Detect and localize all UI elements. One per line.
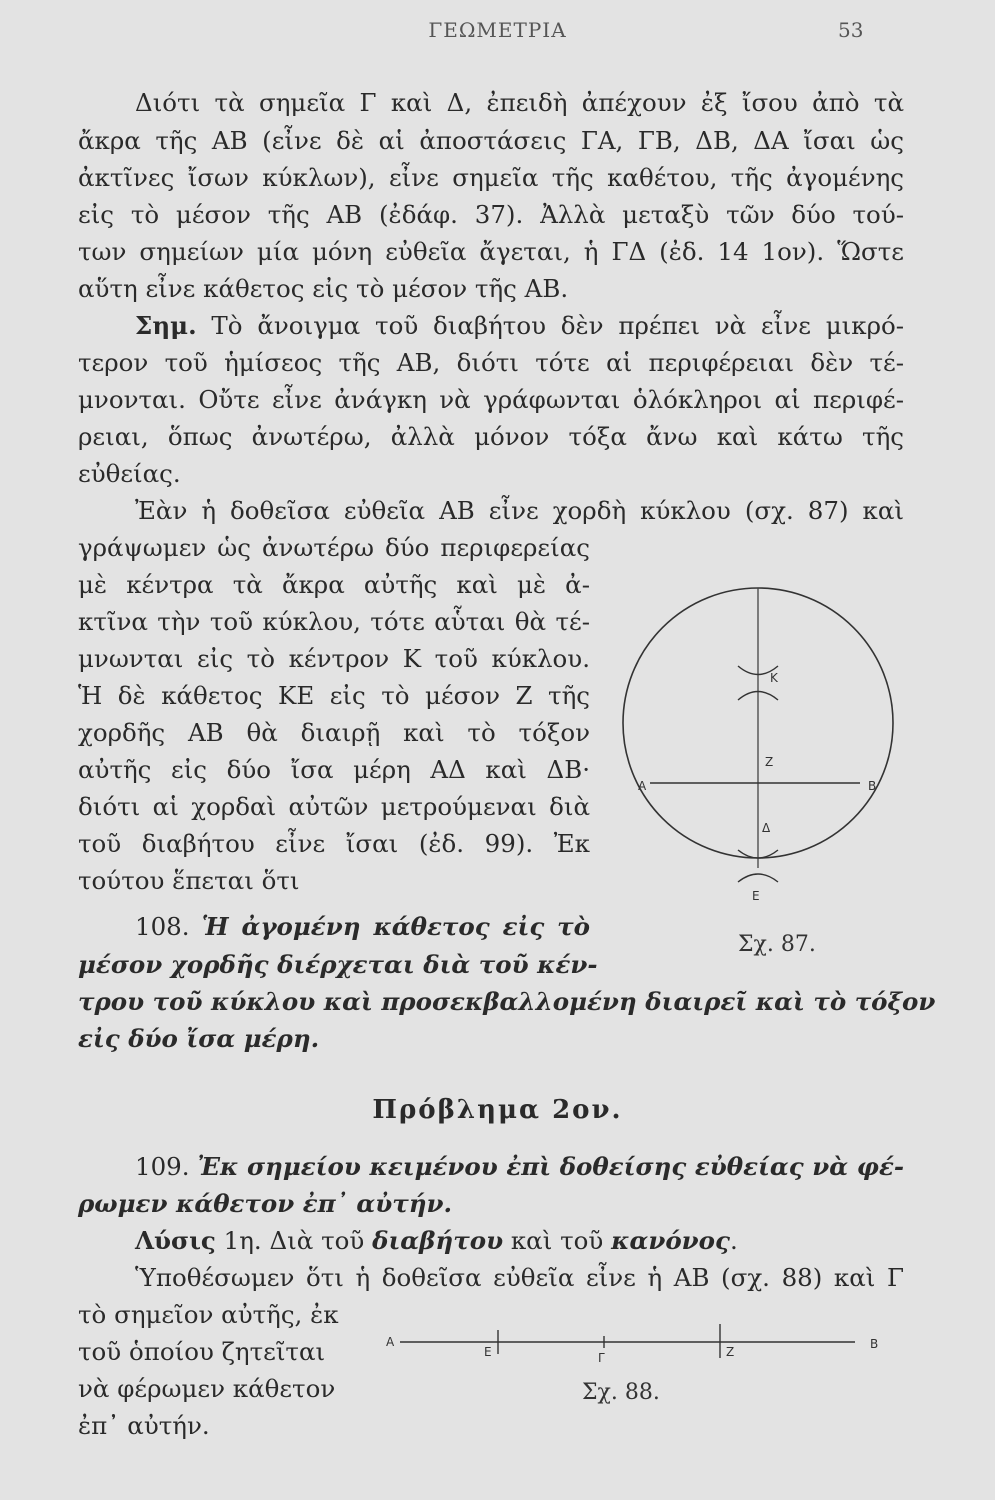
text-line: των σημείων μία μόνη εὐθεῖα ἄγεται, ἡ ΓΔ (ἐδ. 14 1ον). Ὥστε xyxy=(78,237,904,266)
label-e: E xyxy=(752,889,760,903)
text-line: εἰς δύο ἴσα μέρη. xyxy=(78,1024,320,1053)
label-gamma: Γ xyxy=(598,1351,605,1365)
note-text: Τὸ ἄνοιγμα τοῦ διαβήτου δὲν πρέπει νὰ εἶνε μικρό- xyxy=(196,311,904,340)
label-b: B xyxy=(868,779,877,793)
label-a: A xyxy=(386,1335,395,1349)
text-line: νὰ φέρωμεν κάθετον xyxy=(78,1374,336,1403)
text-line: Ὑποθέσωμεν ὅτι ἡ δοθεῖσα εὐθεῖα εἶνε ἡ ΑΒ (σχ. 88) καὶ Γ xyxy=(135,1263,904,1292)
text-line: τοῦ διαβήτου εἶνε ἴσαι (ἐδ. 99). Ἐκ xyxy=(78,829,590,858)
text-line: Ἡ δὲ κάθετος ΚΕ εἰς τὸ μέσον Ζ τῆς xyxy=(78,681,590,710)
solution-term: διαβήτου xyxy=(372,1226,504,1255)
problem-heading: Πρόβλημα 2ον. xyxy=(372,1095,623,1125)
solution-line xyxy=(135,1226,738,1256)
text-line: κτῖνα τὴν τοῦ κύκλου, τότε αὗται θὰ τέ- xyxy=(78,607,590,636)
solution-term: κανόνος xyxy=(611,1226,730,1255)
solution-text: . xyxy=(729,1226,738,1255)
text-line: ἀκτῖνες ἴσων κύκλων), εἶνε σημεῖα τῆς καθέτου, τῆς ἀγομένης xyxy=(78,163,904,192)
text-line: διότι αἱ χορδαὶ αὐτῶν μετρούμεναι διὰ xyxy=(78,792,590,821)
label-k: K xyxy=(770,671,778,685)
figure-88 xyxy=(380,1318,900,1370)
text-line: ἄκρα τῆς ΑΒ (εἶνε δὲ αἱ ἀποστάσεις ΓΑ, ΓΒ, ΔΒ, ΔΑ ἴσαι ὡς xyxy=(78,126,904,155)
text-line: τούτου ἕπεται ὅτι xyxy=(78,866,300,895)
text-line: μνονται. Οὔτε εἶνε ἀνάγκη νὰ γράφωνται ὁλόκληροι αἱ περιφέ- xyxy=(78,385,904,414)
solution-label: Λύσις xyxy=(135,1226,216,1255)
text-line: αὐτῆς εἰς δύο ἴσα μέρη ΑΔ καὶ ΔΒ· xyxy=(78,755,590,784)
theorem-108-first-line xyxy=(135,912,590,942)
text-line: τοῦ ὁποίου ζητεῖται xyxy=(78,1337,326,1366)
theorem-number: 108. xyxy=(135,912,190,941)
note-first-line xyxy=(135,311,904,341)
problem-number: 109. xyxy=(135,1152,190,1181)
label-delta: Δ xyxy=(762,821,771,835)
page-number: 53 xyxy=(838,18,864,42)
arc-lower-2 xyxy=(738,874,778,882)
figure-87-caption: Σχ. 87. xyxy=(738,932,816,957)
label-z: Z xyxy=(726,1345,735,1359)
label-a: Α xyxy=(638,779,647,793)
text-line: εἰς τὸ μέσον τῆς ΑΒ (ἐδάφ. 37). Ἀλλὰ μεταξὺ τῶν δύο τού- xyxy=(78,200,904,229)
figure-88-caption: Σχ. 88. xyxy=(582,1380,660,1405)
text-line: ρωμεν κάθετον ἐπ᾿ αὐτήν. xyxy=(78,1189,453,1218)
text-line: τερον τοῦ ἡμίσεος τῆς ΑΒ, διότι τότε αἱ περιφέρειαι δὲν τέ- xyxy=(78,348,904,377)
text-line: μὲ κέντρα τὰ ἄκρα αὐτῆς καὶ μὲ ἀ- xyxy=(78,570,590,599)
text-line: εὐθείας. xyxy=(78,459,181,488)
label-e: E xyxy=(484,1345,492,1359)
problem-text: Ἐκ σημείου κειμένου ἐπὶ δοθείσης εὐθείας νὰ φέ- xyxy=(197,1152,905,1181)
text-line: ρειαι, ὅπως ἀνωτέρω, ἀλλὰ μόνον τόξα ἄνω καὶ κάτω τῆς xyxy=(78,422,904,451)
theorem-text: Ἡ ἀγομένη κάθετος εἰς τὸ xyxy=(201,912,591,941)
label-z: Z xyxy=(765,755,774,769)
text-line: Διότι τὰ σημεῖα Γ καὶ Δ, ἐπειδὴ ἀπέχουν ἐξ ἴσου ἀπὸ τὰ xyxy=(135,88,904,117)
text-line: Ἐὰν ἡ δοθεῖσα εὐθεῖα ΑΒ εἶνε χορδὴ κύκλου (σχ. 87) καὶ xyxy=(135,496,904,525)
solution-text: καὶ τοῦ xyxy=(503,1226,612,1255)
solution-text: 1η. Διὰ τοῦ xyxy=(215,1226,373,1255)
text-line: αὕτη εἶνε κάθετος εἰς τὸ μέσον τῆς ΑΒ. xyxy=(78,274,569,303)
text-line: μέσον χορδῆς διέρχεται διὰ τοῦ κέν- xyxy=(78,950,598,979)
text-line: τρου τοῦ κύκλου καὶ προσεκβαλλομένη διαιρεῖ καὶ τὸ τόξον xyxy=(78,987,936,1016)
problem-109-first-line xyxy=(135,1152,904,1182)
text-line: ἐπ᾿ αὐτήν. xyxy=(78,1411,210,1440)
label-b: B xyxy=(870,1337,879,1351)
running-header: ΓΕΩΜΕΤΡΙΑ xyxy=(428,18,567,42)
text-line: μνωνται εἰς τὸ κέντρον Κ τοῦ κύκλου. xyxy=(78,644,590,673)
text-line: τὸ σημεῖον αὐτῆς, ἐκ xyxy=(78,1300,339,1329)
text-line: γράψωμεν ὡς ἀνωτέρω δύο περιφερείας xyxy=(78,533,590,562)
figure-87 xyxy=(620,548,900,908)
text-line: χορδῆς ΑΒ θὰ διαιρῇ καὶ τὸ τόξον xyxy=(78,718,590,747)
note-label: Σημ. xyxy=(135,311,197,340)
